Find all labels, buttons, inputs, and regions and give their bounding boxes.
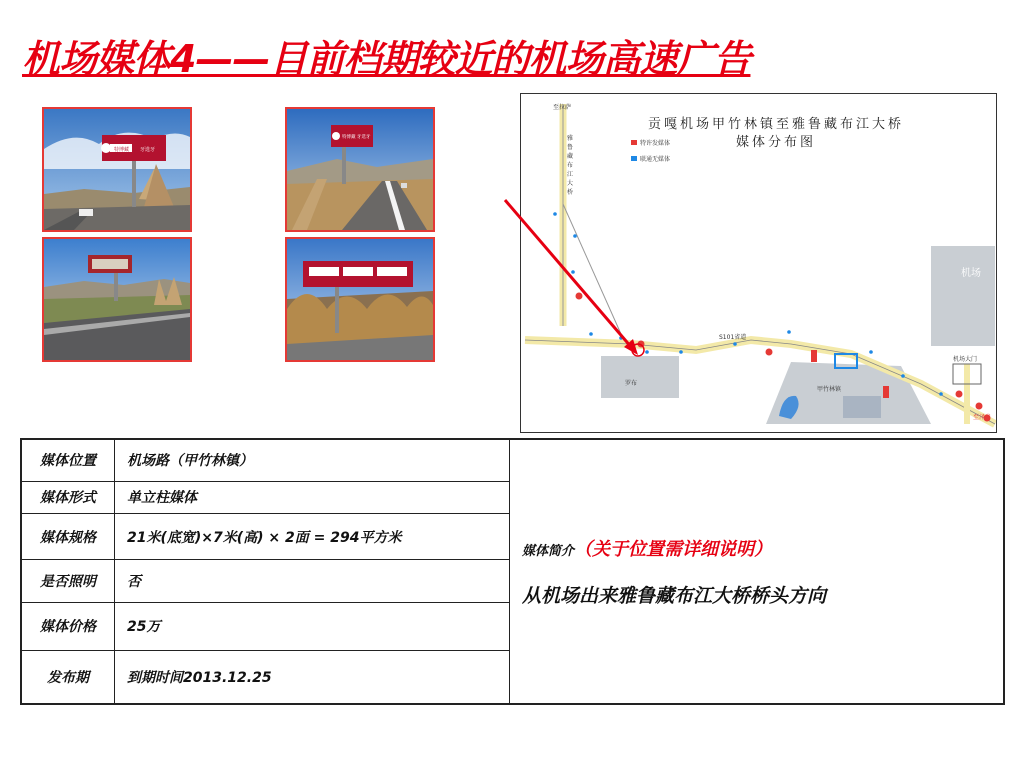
- table-value: 到期时间2013.12.25: [115, 651, 510, 704]
- desc-note: （关于位置需详细说明）: [574, 539, 773, 560]
- billboard-text: 特博藏: [342, 135, 356, 140]
- billboard-photo-2: [285, 107, 435, 232]
- billboard-text: 牙选牙: [357, 135, 371, 140]
- label-jiazhulin: 甲竹林镇: [817, 386, 842, 393]
- table-key: 媒体规格: [21, 514, 115, 560]
- table-key: 媒体价格: [21, 602, 115, 650]
- legend-swatch: [631, 156, 637, 161]
- label-airport-gate: 机场大门: [953, 356, 978, 363]
- label-bridge: 雅鲁藏布江大桥: [567, 135, 574, 196]
- map-title-line2: 媒体分布图: [735, 135, 816, 150]
- table-value: 25万: [115, 602, 510, 650]
- map-title-line1: 贡嘎机场甲竹林镇至雅鲁藏布江大桥: [647, 117, 904, 132]
- map-title: [641, 116, 911, 152]
- label-to-lhasa: 至拉萨: [553, 104, 572, 111]
- label-to-zedang: 至泽当: [973, 414, 992, 421]
- table-key: 媒体形式: [21, 481, 115, 513]
- table-key: 是否照明: [21, 560, 115, 602]
- desc-label: 媒体简介: [522, 544, 575, 559]
- table-key: 发布期: [21, 651, 115, 704]
- billboard-photo-1: [42, 107, 192, 232]
- media-info-table: [20, 438, 1005, 705]
- legend-label-blue: 联通无媒体: [640, 156, 671, 163]
- label-road-101: S101省道: [719, 334, 747, 341]
- billboard-photo-4: [285, 237, 435, 362]
- table-key: 媒体位置: [21, 439, 115, 481]
- billboard-photo-3: [42, 237, 192, 362]
- label-airport: 机场: [961, 268, 981, 279]
- media-description-cell: [510, 439, 1005, 704]
- table-value: 机场路（甲竹林镇）: [115, 439, 510, 481]
- billboard-text: 特博藏: [114, 147, 130, 153]
- page-title: 机场媒体4——目前档期较近的机场高速广告: [22, 37, 751, 81]
- legend-swatch: [631, 140, 637, 145]
- table-value: 否: [115, 560, 510, 602]
- table-row: [21, 439, 1004, 481]
- media-distribution-map: [520, 93, 997, 433]
- table-value: 21米(底宽)×7米(高) × 2面 = 294平方米: [115, 514, 510, 560]
- table-value: 单立柱媒体: [115, 481, 510, 513]
- billboard-text: 牙选牙: [140, 147, 156, 153]
- legend-label-red: 特许发媒体: [640, 140, 671, 147]
- desc-text: 从机场出来雅鲁藏布江大桥桥头方向: [522, 585, 827, 607]
- label-luobu: 罗布: [625, 380, 638, 387]
